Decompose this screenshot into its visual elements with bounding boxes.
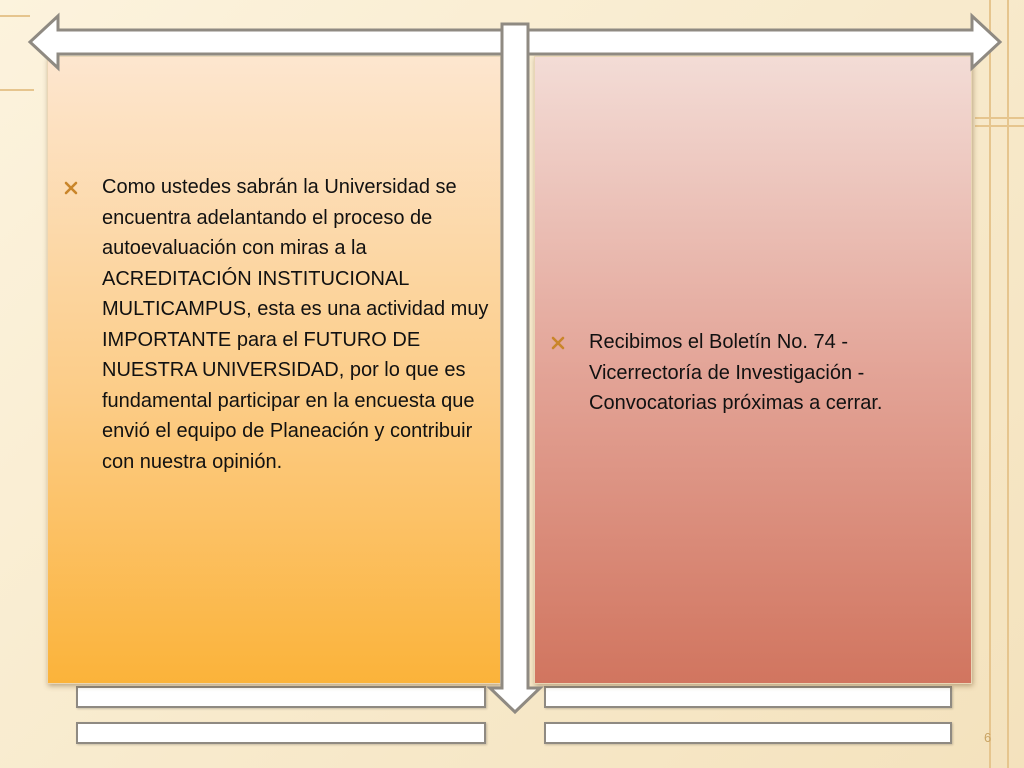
arrow-right-icon	[528, 16, 1000, 68]
arrow-down-icon	[490, 24, 540, 712]
arrow-left-icon	[30, 16, 502, 68]
left-bullet-text: Como ustedes sabrán la Universidad se encuentra adelantando el proceso de autoevaluación con miras a la ACREDITACIÓN INSTITUCIONAL MULTICAMPUS, esta es una actividad muy IMPORTANTE para el FUTURO DE NUESTRA UNIVERSIDAD, por lo que es fundamental participar en la encuesta que envió el equipo de Planeación y contribuir con nuestra opinión.	[102, 176, 489, 473]
slide-number: 6	[984, 730, 992, 745]
right-bullet-text: Recibimos el Boletín No. 74 - Vicerrectoría de Investigación - Convocatorias próximas a cerrar.	[589, 331, 883, 414]
